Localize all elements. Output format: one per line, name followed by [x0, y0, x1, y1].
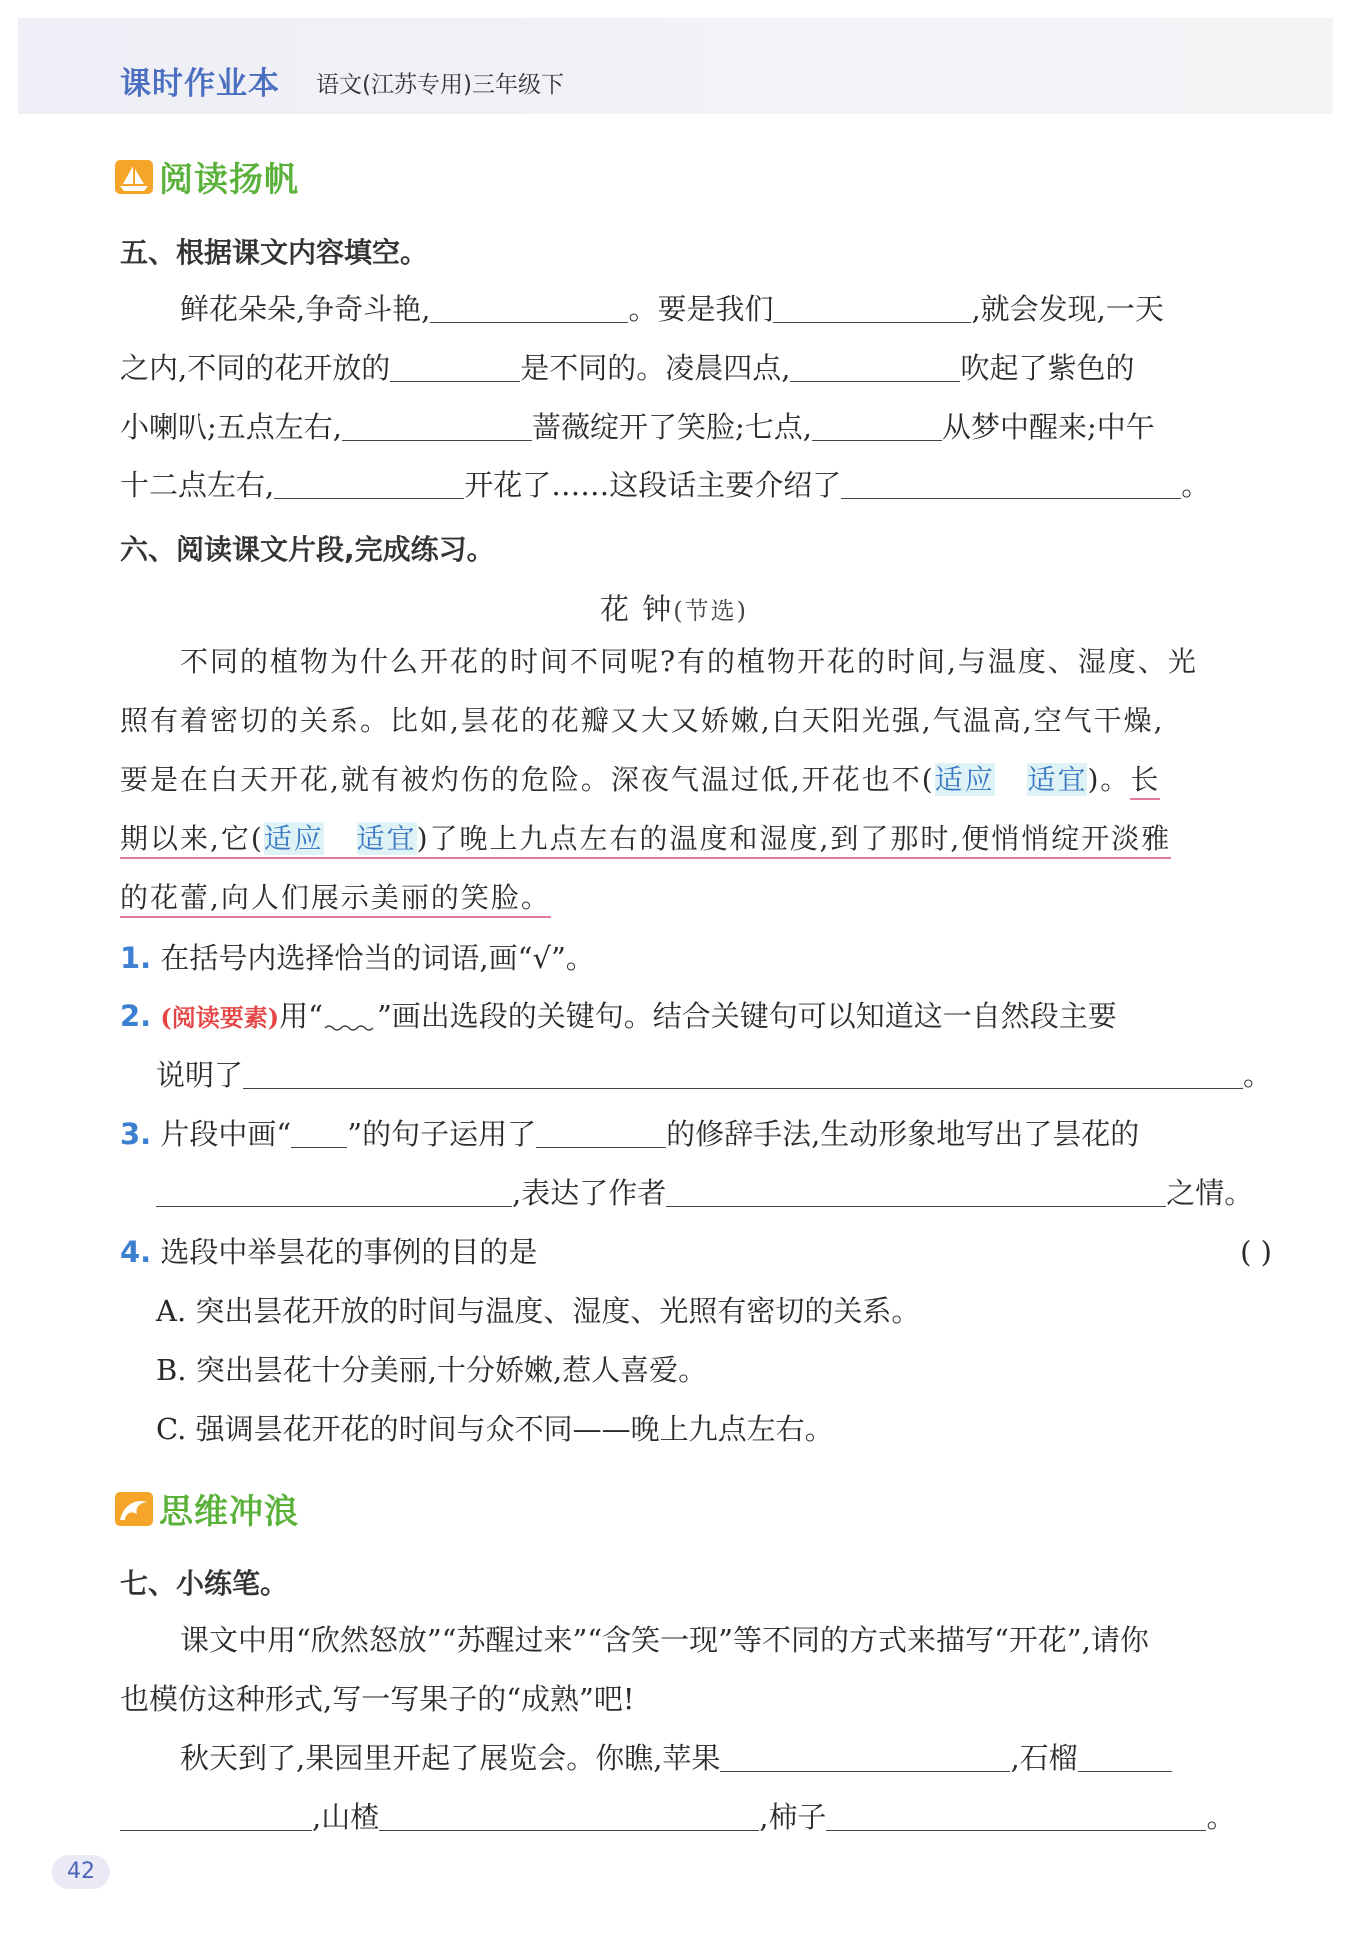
answer-blank[interactable]	[430, 294, 628, 323]
passage-line-5: 的花蕾,向人们展示美丽的笑脸。	[120, 878, 1272, 918]
answer-blank[interactable]	[120, 1802, 312, 1831]
section-reading-title: 阅读扬帆	[115, 152, 299, 201]
q6-heading: 六、阅读课文片段,完成练习。	[120, 533, 495, 566]
q5-line-1: 鲜花朵朵,争奇斗艳, 。要是我们 ,就会发现,一天	[180, 292, 1164, 326]
word-option-shiying[interactable]: 适应	[934, 763, 995, 796]
option-b: B. 突出昙花十分美丽,十分娇嫩,惹人喜爱。	[156, 1353, 708, 1387]
subq-4: 4. 选段中举昙花的事例的目的是	[120, 1235, 538, 1269]
underlined-sentence-part: 期以来,它(适应 适宜)了晚上九点左右的温度和湿度,到了那时,便悄悄绽开淡雅	[120, 822, 1171, 859]
section-thinking-title: 思维冲浪	[115, 1484, 299, 1533]
passage-line-3: 要是在白天开花,就有被灼伤的危险。深夜气温过低,开花也不(适应 适宜)。长	[120, 760, 1272, 800]
answer-blank[interactable]	[1078, 1743, 1172, 1772]
answer-blank[interactable]	[790, 353, 960, 382]
option-a: A. 突出昙花开放的时间与温度、湿度、光照有密切的关系。	[156, 1294, 921, 1328]
answer-paren[interactable]: ( )	[1240, 1235, 1272, 1269]
q7-line-3: 秋天到了,果园里开起了展览会。你瞧,苹果 ,石榴	[120, 1738, 1332, 1778]
q7-heading: 七、小练笔。	[120, 1567, 289, 1600]
article-title: 花 钟(节选)	[600, 592, 748, 626]
answer-blank[interactable]	[812, 412, 942, 441]
word-option-shiyi[interactable]: 适宜	[1027, 763, 1088, 796]
passage-line-1: 不同的植物为什么开花的时间不同呢?有的植物开花的时间,与温度、湿度、光	[180, 645, 1198, 678]
answer-blank[interactable]	[274, 470, 464, 499]
q5-heading: 五、根据课文内容填空。	[120, 236, 429, 269]
q7-line-4: ,山楂 ,柿子 。	[120, 1797, 1272, 1837]
answer-blank[interactable]	[379, 1802, 759, 1831]
wavy-line-icon	[323, 1010, 377, 1032]
subq-2: 2. (阅读要素)用“ ”画出选段的关键句。结合关键句可以知道这一自然段主要	[120, 999, 1117, 1033]
straight-underline-sample	[291, 1125, 347, 1148]
answer-blank[interactable]	[773, 294, 971, 323]
sailboat-icon	[115, 160, 153, 194]
answer-blank[interactable]	[342, 412, 532, 441]
passage-line-2: 照有着密切的关系。比如,昙花的花瓣又大又娇嫩,白天阳光强,气温高,空气干燥,	[120, 704, 1165, 737]
answer-blank[interactable]	[666, 1178, 1166, 1207]
q5-line-2: 之内,不同的花开放的 是不同的。凌晨四点, 吹起了紫色的	[120, 351, 1135, 385]
book-subtitle: 语文(江苏专用)三年级下	[316, 72, 564, 98]
word-option-shiying[interactable]: 适应	[263, 822, 324, 855]
answer-blank[interactable]	[536, 1119, 666, 1148]
answer-blank[interactable]	[156, 1178, 512, 1207]
answer-blank[interactable]	[826, 1802, 1206, 1831]
subq-3: 3. 片段中画“ ”的句子运用了 的修辞手法,生动形象地写出了昙花的	[120, 1117, 1140, 1151]
q7-line-1: 课文中用“欣然怒放”“苏醒过来”“含笑一现”等不同的方式来描写“开花”,请你	[180, 1623, 1149, 1657]
subq-3-line-2: ,表达了作者 之情。	[120, 1173, 1308, 1213]
answer-blank[interactable]	[390, 353, 520, 382]
q5-line-3: 小喇叭;五点左右, 蔷薇绽开了笑脸;七点, 从梦中醒来;中午	[120, 410, 1155, 444]
page-number: 42	[52, 1855, 110, 1889]
answer-blank[interactable]	[243, 1060, 1243, 1089]
passage-line-4	[120, 819, 1272, 859]
subq-2-line-2: 说明了 。	[156, 1058, 1273, 1092]
wave-icon	[115, 1492, 153, 1526]
book-title: 课时作业本	[120, 66, 280, 102]
word-option-shiyi[interactable]: 适宜	[356, 822, 417, 855]
q7-line-2: 也模仿这种形式,写一写果子的“成熟”吧!	[120, 1682, 635, 1716]
answer-blank[interactable]	[841, 470, 1181, 499]
subq-1: 1. 在括号内选择恰当的词语,画“√”。	[120, 941, 595, 975]
answer-blank[interactable]	[720, 1743, 1010, 1772]
q5-line-4: 十二点左右, 开花了……这段话主要介绍了 。	[120, 468, 1211, 502]
option-c: C. 强调昙花开花的时间与众不同——晚上九点左右。	[156, 1412, 834, 1446]
